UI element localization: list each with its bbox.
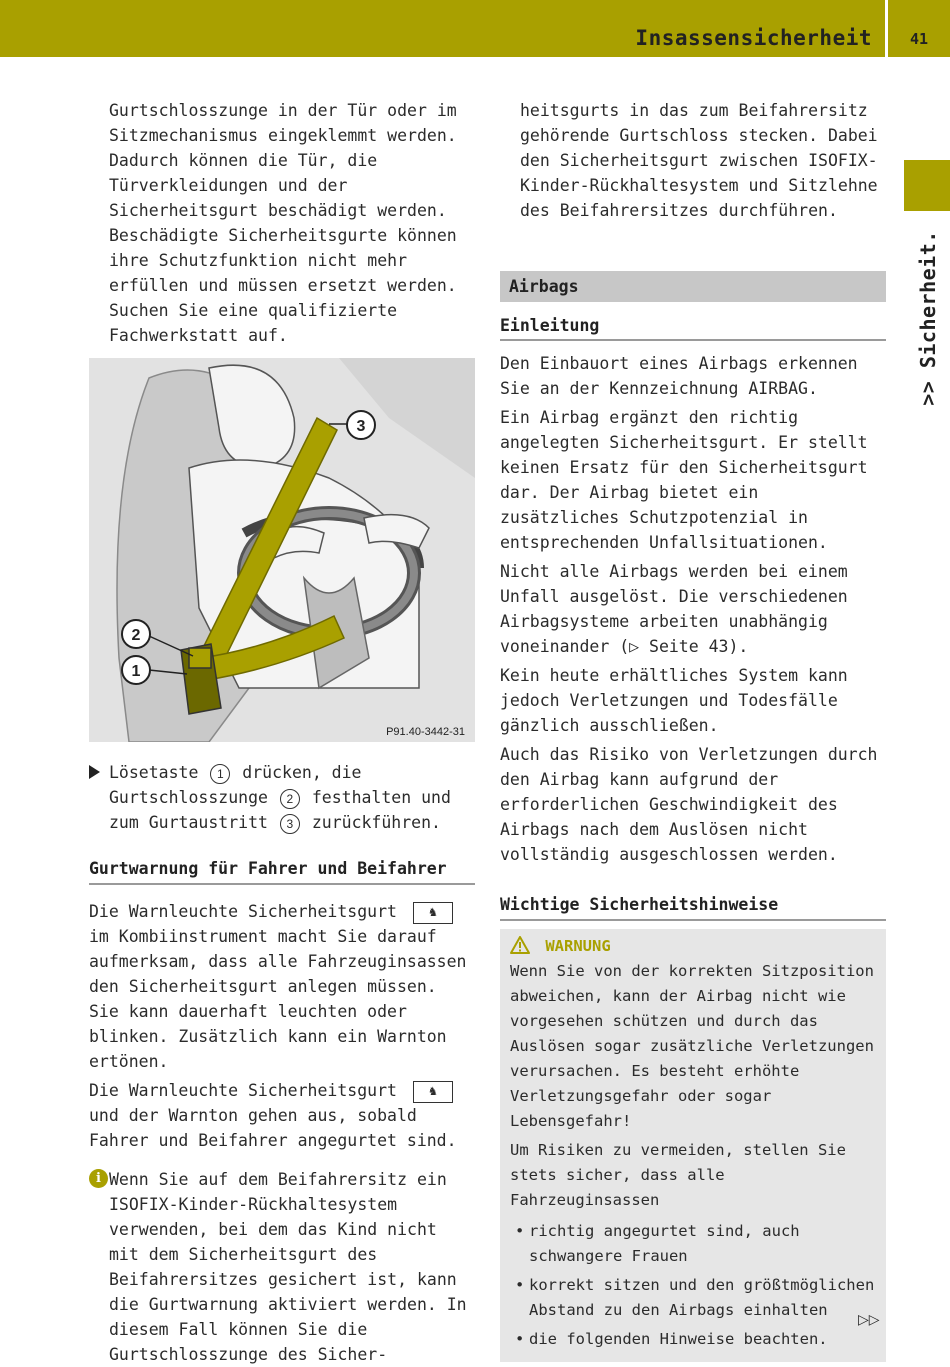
list-item: • die folgenden Hinweise beachten. (510, 1327, 876, 1352)
side-tab-marker (904, 160, 950, 211)
callout-1-label: 1 (131, 663, 141, 680)
info-icon: i (89, 1169, 108, 1188)
seatbelt-figure (89, 358, 475, 742)
warning-triangle-icon (510, 936, 530, 954)
list-item: • richtig angegurtet sind, auch schwangere Frauen (510, 1219, 876, 1269)
info-note (89, 1167, 475, 1367)
para1-text-before: Die Warnleuchte Sicherheitsgurt (89, 902, 397, 921)
header-divider (885, 0, 888, 57)
callout-3-label: 3 (356, 418, 366, 435)
chapter-title: Insassensicherheit (635, 26, 872, 50)
para2-text-after: und der Warnton gehen aus, sobald Fahrer und Beifahrer angegurtet sind. (89, 1106, 457, 1150)
warning-title-text: WARNUNG (545, 937, 611, 955)
warning-text-1: Wenn Sie von der korrekten Sitzposition abweichen, kann der Airbag nicht wie vorgesehen schützen und durch das Auslösen sogar zusätzliche Verletzungen verursachen. Es besteht erhöhte Verletzungsgefahr oder sogar Lebensgefahr! (510, 962, 874, 1130)
continue-arrows-icon: ▷▷ (858, 1312, 880, 1328)
seatbelt-illustration (89, 358, 475, 742)
para1-text-after: im Kombiinstrument macht Sie darauf aufmerksam, dass alle Fahrzeuginsassen den Sicherheitsgurt anlegen müssen. Sie kann dauerhaft leuchten oder blinken. Zusätzlich kann ein Warnton ertönen. (89, 927, 467, 1071)
airbags-heading: Airbags (500, 271, 886, 302)
page-number: 41 (909, 30, 929, 48)
airbag-paragraph: Nicht alle Airbags werden bei einem Unfall ausgelöst. Die verschiedenen Airbagsysteme arbeiten unabhängig voneinander (▷ Seite 43). (500, 562, 848, 656)
seatbelt-warning-icon: ♞ (413, 1081, 453, 1103)
continuation-paragraph: heitsgurts in das zum Beifahrersitz gehörende Gurtschloss stecken. Dabei den Sicherheitsgurt zwischen ISOFIX-Kinder-Rückhaltesystem und Sitzlehne des Beifahrersitzes durchführen. (520, 101, 878, 220)
warning-box (500, 929, 886, 1362)
step-arrow-icon (89, 765, 100, 779)
list-item: • korrekt sitzen und den größtmöglichen Abstand zu den Airbags einhalten (510, 1273, 876, 1323)
left-column (89, 98, 475, 1367)
warning-bullet-list (510, 1219, 876, 1352)
info-text: Wenn Sie auf dem Beifahrersitz ein ISOFIX-Kinder-Rückhaltesystem verwenden, bei dem das Kind nicht mit dem Sicherheitsgurt des Beifahrersitzes gesichert ist, kann die Gurtwarnung aktiviert werden. In diesem Fall können Sie die Gurtschlosszunge des Sicher- (109, 1170, 467, 1364)
airbag-paragraph: Den Einbauort eines Airbags erkennen Sie an der Kennzeichnung AIRBAG. (500, 354, 858, 398)
number-3-icon: 3 (280, 814, 300, 834)
airbag-paragraph: Ein Airbag ergänzt den richtig angelegten Sicherheitsgurt. Er stellt keinen Ersatz für den Sicherheitsgurt dar. Der Airbag bietet ein zusätzliches Schutzpotenzial in entsprechenden Unfallsituationen. (500, 408, 868, 552)
intro-paragraph: Gurtschlosszunge in der Tür oder im Sitzmechanismus eingeklemmt werden. Dadurch können die Tür, die Türverkleidungen und der Sicherheitsgurt beschädigt werden. Beschädigte Sicherheitsgurte können ihre Schutzfunktion nicht mehr erfüllen und müssen ersetzt werden. Suchen Sie eine qualifizierte Fachwerkstatt auf. (109, 101, 457, 345)
instruction-step (89, 760, 475, 835)
step-text-1: Lösetaste (109, 763, 199, 782)
number-2-icon: 2 (280, 789, 300, 809)
right-column (500, 98, 886, 1362)
section-heading-gurtwarnung: Gurtwarnung für Fahrer und Beifahrer (89, 859, 475, 885)
warning-lamp-paragraph-1 (89, 899, 475, 1074)
page-header (0, 0, 950, 57)
airbag-paragraph: Kein heute erhältliches System kann jedoch Verletzungen und Todesfälle gänzlich ausschließen. (500, 666, 848, 735)
step-text-3: festhalten und zum Gurtaustritt (109, 788, 451, 832)
figure-code: P91.40-3442-31 (386, 726, 465, 738)
step-text-2: drücken, die Gurtschlosszunge (109, 763, 362, 807)
callout-2-label: 2 (131, 627, 141, 644)
number-1-icon: 1 (210, 764, 230, 784)
para2-text-before: Die Warnleuchte Sicherheitsgurt (89, 1081, 397, 1100)
warning-title (510, 936, 876, 955)
einleitung-heading: Einleitung (500, 316, 886, 341)
airbag-paragraph: Auch das Risiko von Verletzungen durch den Airbag kann aufgrund der erforderlichen Geschwindigkeit des Airbags nach dem Auslösen nicht vollständig ausgeschlossen werden. (500, 745, 878, 864)
warning-text-2: Um Risiken zu vermeiden, stellen Sie stets sicher, dass alle Fahrzeuginsassen (510, 1141, 846, 1209)
seatbelt-warning-icon: ♞ (413, 902, 453, 924)
side-tab-label: >> Sicherheit. (916, 230, 940, 406)
safety-heading: Wichtige Sicherheitshinweise (500, 895, 886, 921)
warning-lamp-paragraph-2 (89, 1078, 475, 1153)
step-text-4: zurückführen. (311, 813, 441, 832)
